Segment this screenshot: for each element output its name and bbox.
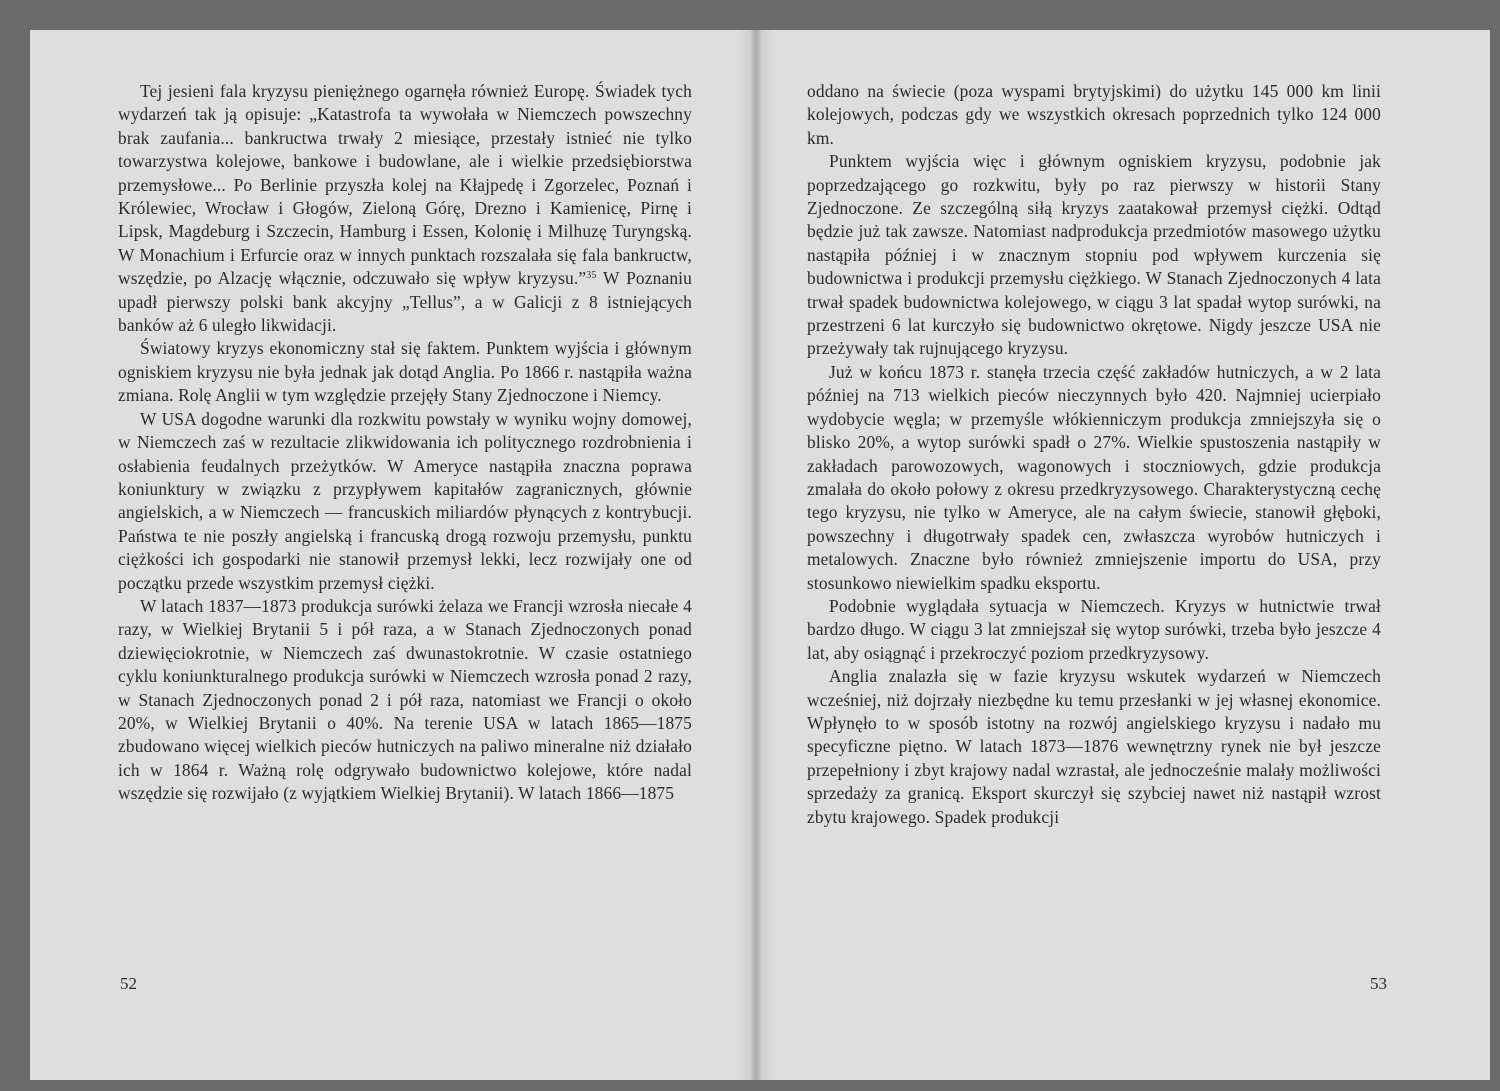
- right-page-text: [807, 80, 1381, 829]
- paragraph-2: [118, 337, 692, 407]
- paragraph-2: [807, 150, 1381, 361]
- paragraph-text: Anglia znalazła się w fazie kryzysu wskutek wydarzeń w Niemczech wcześniej, niż dojrzały niezbędne ku temu przesłanki w jej własnej ekonomice. Wpłynęło to w sposób istotny na rozwój angielskiego kryzysu i nadało mu specyficzne piętno. W latach 1873—1876 wewnętrzny rynek nie był jeszcze przepełniony i zbyt krajowy nadal wzrastał, ale jednocześnie malały możliwości sprzedaży za granicą. Eksport skurczył się szybciej nawet niż nastąpił wzrost zbytu krajowego. Spadek produkcji: [807, 666, 1381, 827]
- paragraph-text: W USA dogodne warunki dla rozkwitu powstały w wyniku wojny domowej, w Niemczech zaś w rezultacie zlikwidowania ich politycznego rozdrobnienia i osłabienia feudalnych przeżytków. W Ameryce nastąpiła znaczna poprawa koniunktury w związku z przypływem kapitałów zagranicznych, głównie angielskich, a w Niemczech — francuskich miliardów płynących z kontrybucji. Państwa te nie poszły angielską i francuską drogą rozwoju przemysłu, punktu ciężkości ich gospodarki nie stanowił przemysł lekki, lecz rozwijały one od początku przede wszystkim przemysł ciężki.: [118, 408, 692, 593]
- paragraph-1: [118, 80, 692, 337]
- paragraph-5: [807, 665, 1381, 829]
- paragraph-text: W latach 1837—1873 produkcja surówki żelaza we Francji wzrosła niecałe 4 razy, w Wielkiej Brytanii 5 i pół raza, a w Stanach Zjednoczonych ponad dziewięciokrotnie, w Niemczech zaś dwunastokrotnie. W czasie ostatniego cyklu koniunkturalnego produkcja surówki w Niemczech wzrosła ponad 2 razy, w Stanach Zjednoczonych ponad 2 i pół raza, natomiast we Francji o około 20%, w Wielkiej Brytanii o 40%. Na terenie USA w latach 1865—1875 zbudowano więcej wielkich pieców hutniczych na paliwo mineralne niż działało ich w 1864 r. Ważną rolę odgrywało budownictwo kolejowe, które nadal wszędzie się rozwijało (z wyjątkiem Wielkiej Brytanii). W latach 1866—1875: [118, 595, 692, 804]
- paragraph-3: [118, 408, 692, 595]
- paragraph-text: Tej jesieni fala kryzysu pieniężnego ogarnęła również Europę. Świadek tych wydarzeń tak ją opisuje: „Katastrofa ta wywołała w Niemczech powszechny brak zaufania... bankructwa trwały 2 miesiące, przestały istnieć nie tylko towarzystwa kolejowe, bankowe i budowlane, ale i wielkie przedsiębiorstwa przemysłowe... Po Berlinie przyszła kolej na Kłajpedę i Zgorzelec, Poznań i Królewiec, Wrocław i Głogów, Zieloną Górę, Drezno i Kamienicę, Pirnę i Lipsk, Magdeburg i Szczecin, Hamburg i Essen, Kolonię i Milhuzę Turyngską. W Monachium i Erfurcie oraz w innych punktach rozszalała się fala bankructw, wszędzie, po Alzację włącznie, odczuwało się wpływ kryzysu.”: [118, 81, 692, 289]
- paragraph-4: [118, 595, 692, 806]
- page-number: 52: [120, 974, 137, 993]
- paragraph-text: Światowy kryzys ekonomiczny stał się faktem. Punktem wyjścia i głównym ogniskiem kryzysu nie była jednak jak dotąd Anglia. Po 1866 r. nastąpiła ważna zmiana. Rolę Anglii w tym względzie przejęły Stany Zjednoczone i Niemcy.: [118, 338, 692, 406]
- right-page: [765, 30, 1490, 1080]
- paragraph-3: [807, 361, 1381, 595]
- paragraph-text: Już w końcu 1873 r. stanęła trzecia część zakładów hutniczych, a w 2 lata później na 713 wielkich pieców nieczynnych było 420. Najmniej ucierpiało wydobycie węgla; w przemyśle włókienniczym produkcja zmniejszyła się o blisko 20%, a wytop surówki spadł o 27%. Wielkie spustoszenia nastąpiły w zakładach parowozowych, wagonowych i stoczniowych, gdzie produkcja zmalała do około połowy z okresu przedkryzysowego. Charakterystyczną cechę tego kryzysu, nie tylko w Ameryce, ale na całym świecie, stanowił głęboki, powszechny i długotrwały spadek cen, zwłaszcza wyrobów hutniczych i metalowych. Znaczne było również zmniejszenie importu do USA, przy stosunkowo niewielkim spadku eksportu.: [807, 361, 1381, 593]
- paragraph-text: Punktem wyjścia więc i głównym ogniskiem kryzysu, podobnie jak poprzedzającego go rozkwitu, były po raz pierwszy w historii Stany Zjednoczone. Ze szczególną siłą kryzys zaatakował przemysł ciężki. Odtąd będzie już tak zawsze. Natomiast nadprodukcja przedmiotów masowego użytku nastąpiła później i w znacznym stopniu pod wpływem kurczenia się budownictwa i produkcji przemysłu ciężkiego. W Stanach Zjednoczonych 4 lata trwał spadek budownictwa kolejowego, w ciągu 3 lat spadał wytop surówki, na przestrzeni 6 lat kurczyło się budownictwo okrętowe. Nigdy jeszcze USA nie przeżywały tak rujnującego kryzysu.: [807, 151, 1381, 359]
- footnote-reference: 35: [586, 270, 597, 282]
- paragraph-4: [807, 595, 1381, 665]
- left-page: [30, 30, 750, 1080]
- book-spread: [30, 30, 1490, 1080]
- paragraph-text-after-note: W Poznaniu upadł pierwszy polski bank akcyjny „Tellus”, a w Galicji z 8 istniejących banków aż 6 uległo likwidacji.: [118, 268, 692, 336]
- left-page-text: [118, 80, 692, 806]
- paragraph-1-continued: [807, 80, 1381, 150]
- paragraph-text: oddano na świecie (poza wyspami brytyjskimi) do użytku 145 000 km linii kolejowych, podczas gdy we wszystkich okresach poprzednich tylko 124 000 km.: [807, 81, 1381, 148]
- paragraph-text: Podobnie wyglądała sytuacja w Niemczech. Kryzys w hutnictwie trwał bardzo długo. W ciągu 3 lat zmniejszał się wytop surówki, trzeba było jeszcze 4 lat, aby osiągnąć i przekroczyć poziom przedkryzysowy.: [807, 595, 1381, 663]
- page-number: 53: [1370, 974, 1387, 993]
